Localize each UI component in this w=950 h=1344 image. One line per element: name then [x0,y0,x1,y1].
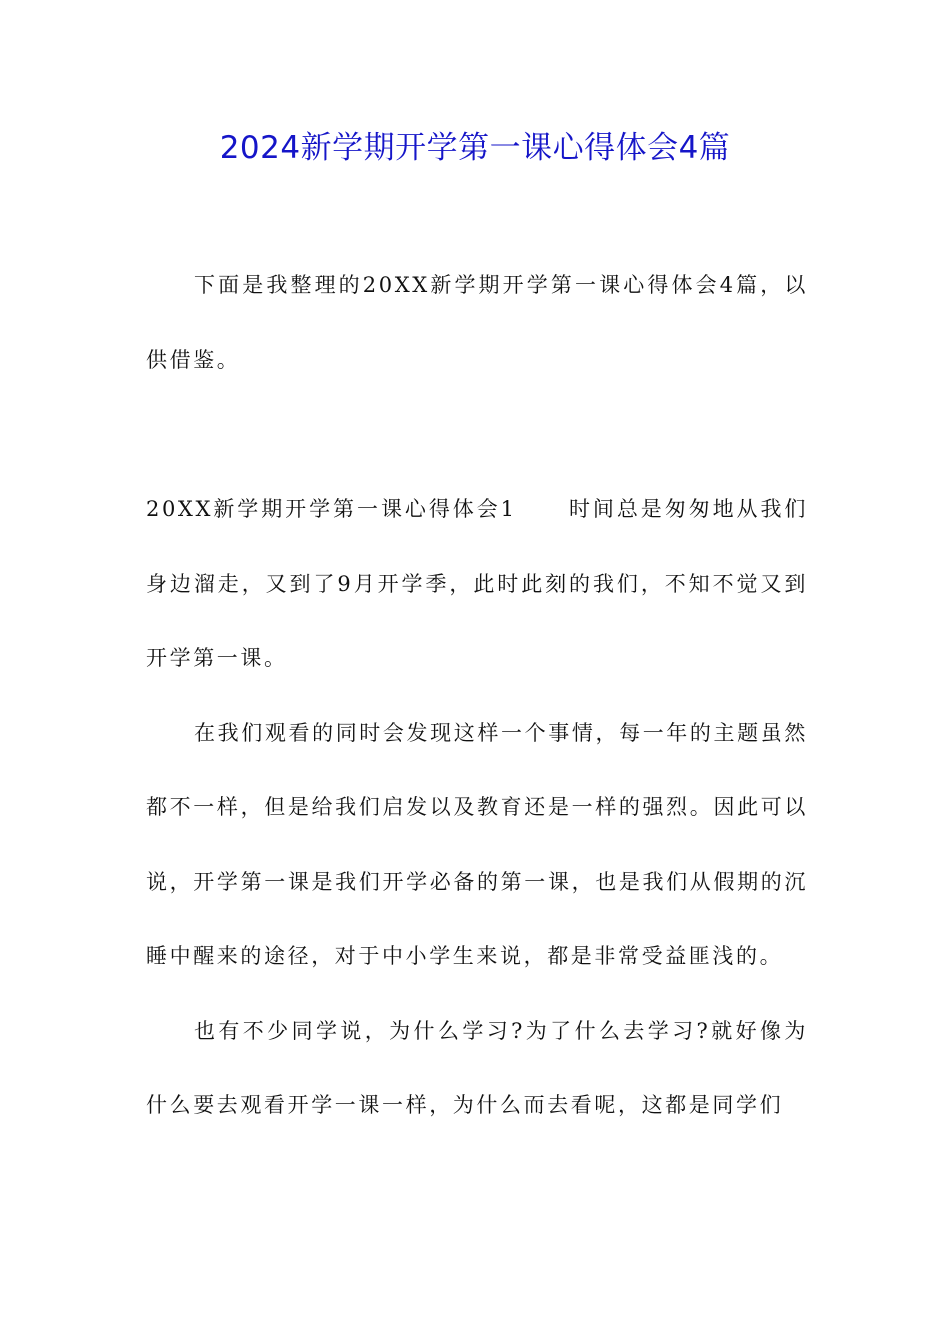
section-1 [146,472,808,1143]
body-paragraph: 也有不少同学说，为什么学习?为了什么去学习?就好像为什么要去观看开学一课一样，为什么而去看呢，这都是同学们 [146,1018,808,1117]
intro-block [146,248,808,397]
body-paragraph: 在我们观看的同时会发现这样一个事情，每一年的主题虽然都不一样，但是给我们启发以及教育还是一样的强烈。因此可以说，开学第一课是我们开学必备的第一课，也是我们从假期的沉睡中醒来的途径，对于中小学生来说，都是非常受益匪浅的。 [146,720,808,968]
section-1-first-text: 时间总是匆匆地从我们身边溜走，又到了9月开学季，此时此刻的我们，不知不觉又到开学第一课。 [146,497,809,670]
section-1-heading: 20XX新学期开学第一课心得体会1 [146,497,517,521]
document-title: 2024新学期开学第一课心得体会4篇 [219,130,731,166]
section-1-first-paragraph [146,472,808,696]
intro-paragraph: 下面是我整理的20XX新学期开学第一课心得体会4篇，以供借鉴。 [146,273,808,372]
